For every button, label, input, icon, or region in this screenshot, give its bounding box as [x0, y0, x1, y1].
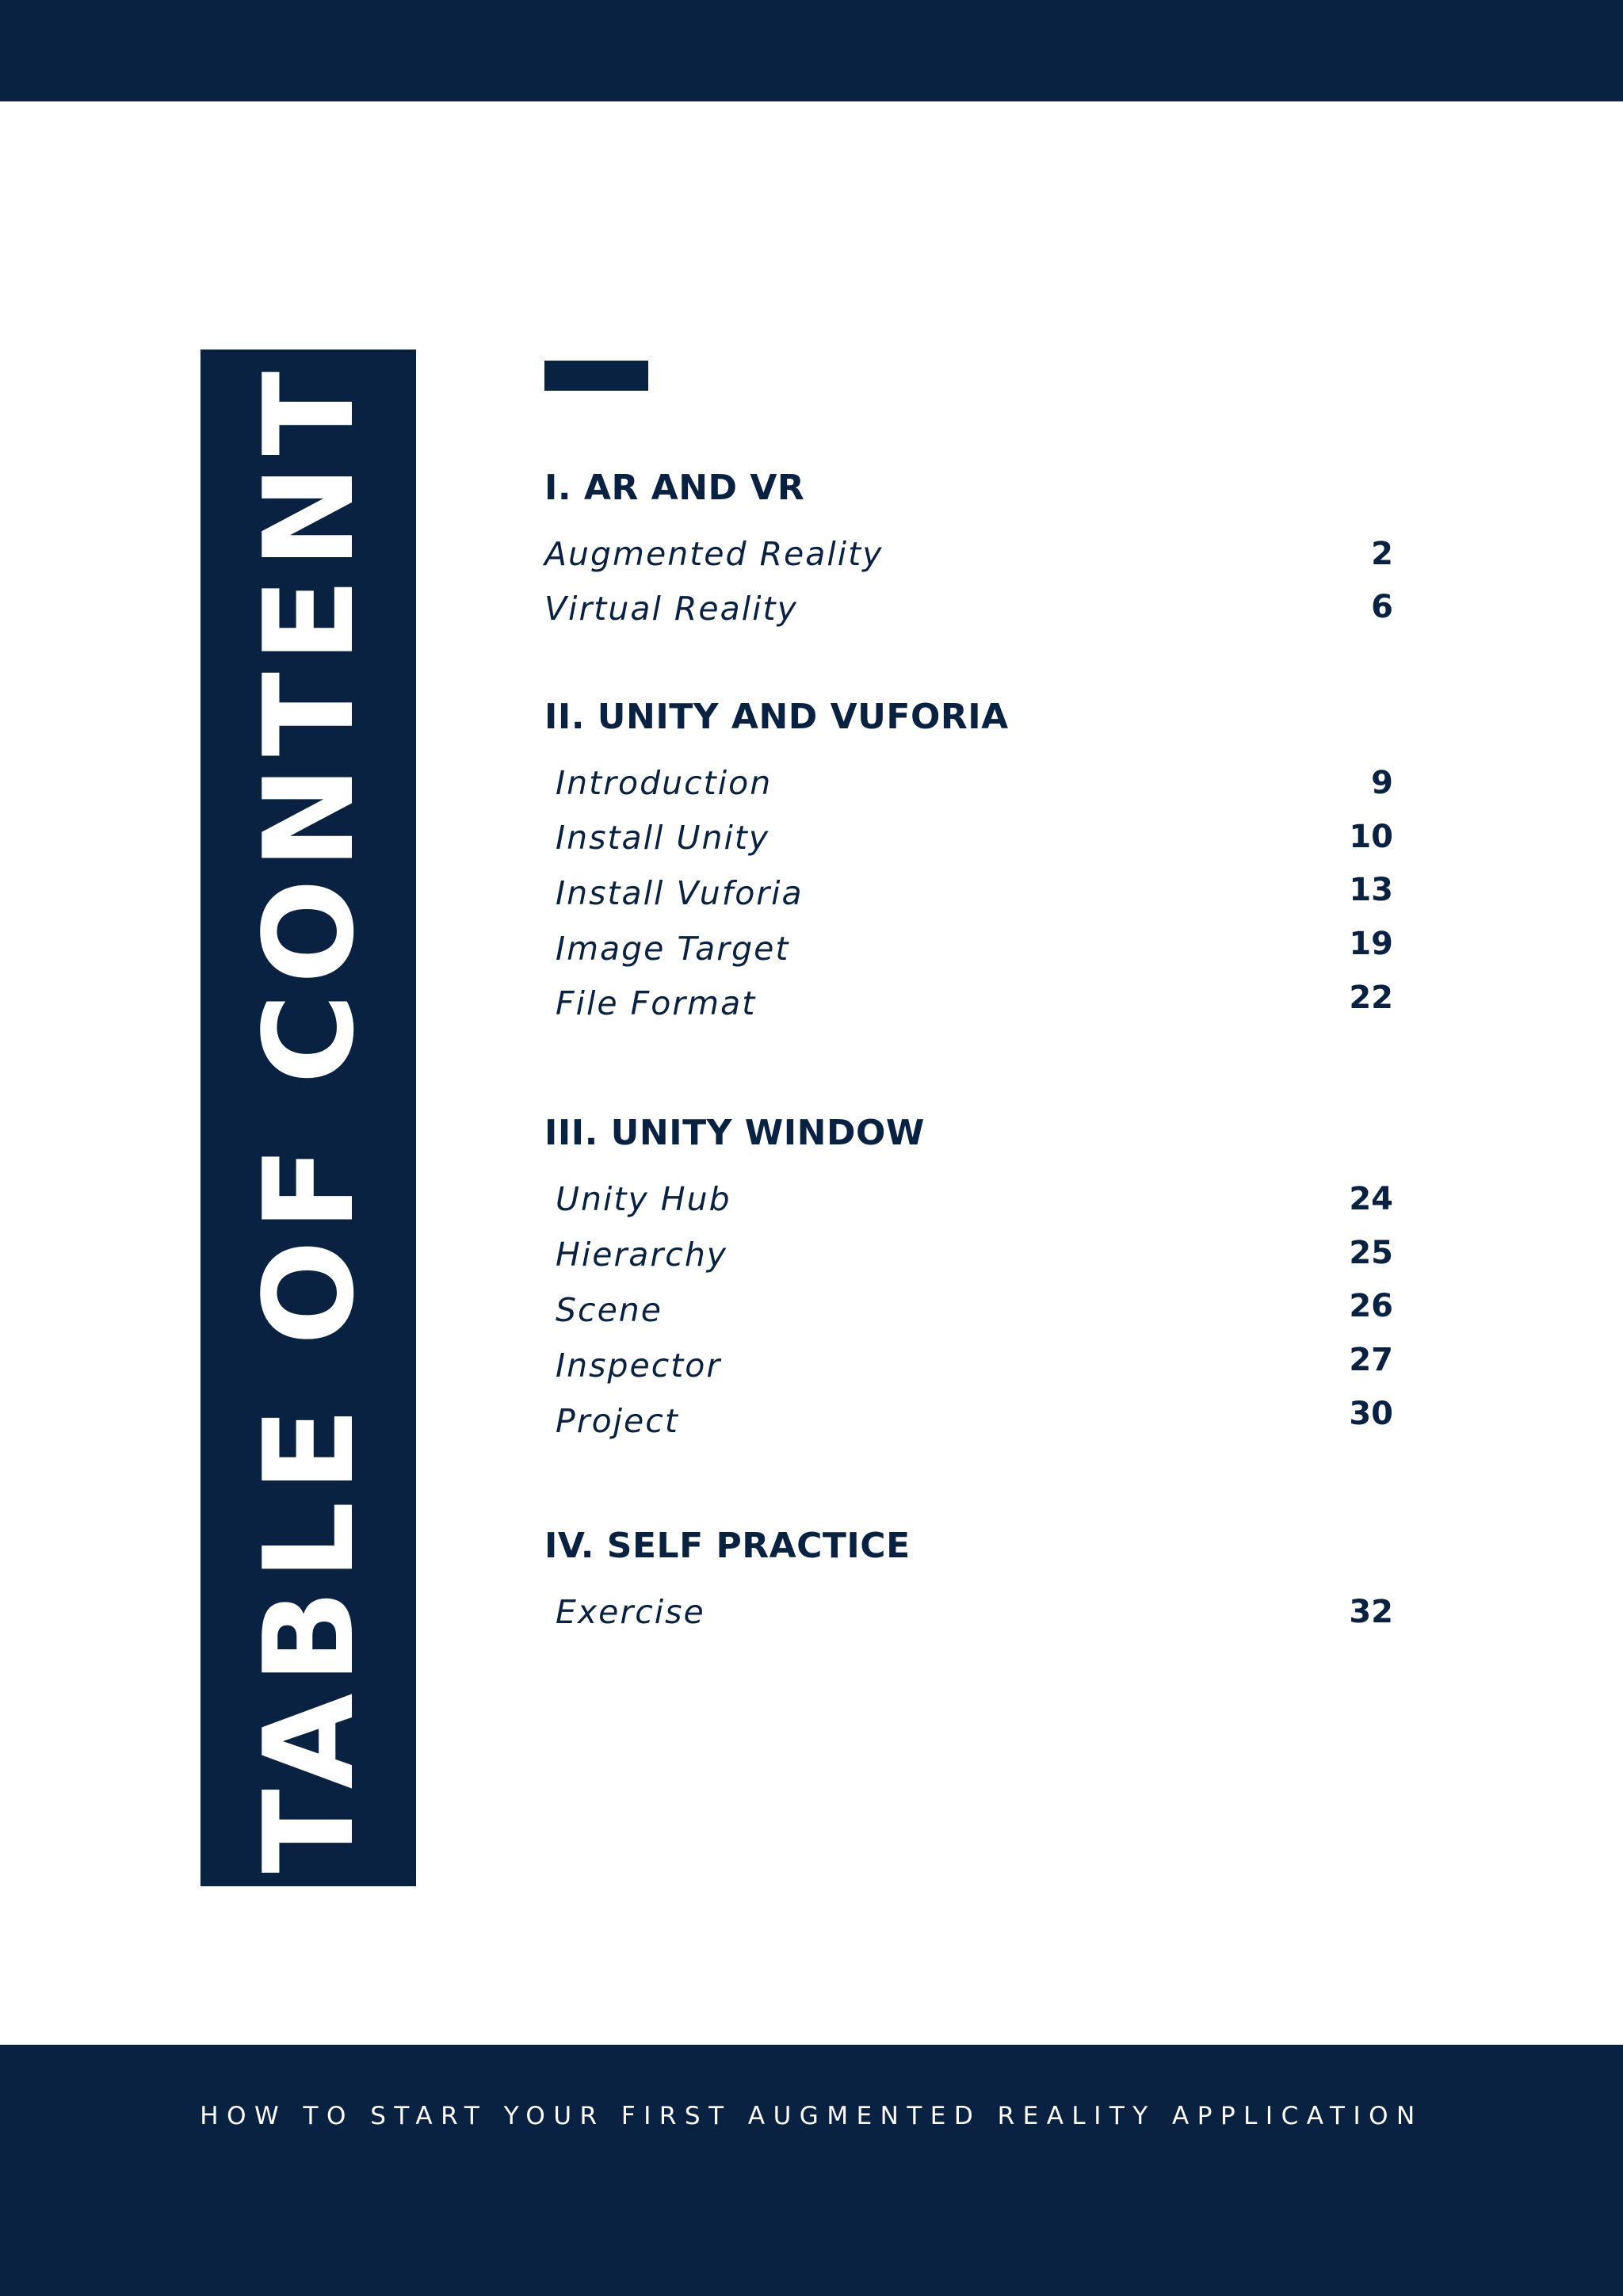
section-heading-4: IV. SELF PRACTICE — [544, 1526, 911, 1566]
toc-entry-label: Hierarchy — [556, 1236, 728, 1274]
toc-entry-label: Introduction — [556, 764, 773, 802]
toc-entry-label: Unity Hub — [556, 1180, 731, 1218]
toc-entry-page: 27 — [1349, 1342, 1393, 1378]
section-heading-1: I. AR AND VR — [544, 468, 805, 508]
toc-entry-page: 9 — [1371, 765, 1393, 801]
toc-entry-label: Inspector — [556, 1347, 722, 1385]
bottom-banner — [0, 2045, 1623, 2296]
toc-entry-page: 32 — [1349, 1594, 1393, 1630]
toc-entry-label: Project — [556, 1402, 679, 1440]
toc-entry-page: 22 — [1349, 980, 1393, 1016]
toc-entry-page: 13 — [1349, 872, 1393, 908]
footer-tagline: HOW TO START YOUR FIRST AUGMENTED REALITY APPLICATION — [200, 2102, 1423, 2130]
toc-entry-page: 2 — [1371, 536, 1393, 572]
toc-entry-page: 6 — [1371, 589, 1393, 625]
toc-entry-label: File Format — [556, 984, 757, 1022]
toc-entry-label: Augmented Reality — [544, 535, 884, 573]
page-title: TABLE OF CONTENT — [237, 361, 381, 1874]
toc-entry-label: Image Target — [556, 930, 790, 968]
toc-entry-page: 30 — [1349, 1396, 1393, 1432]
toc-entry-page: 24 — [1349, 1181, 1393, 1217]
toc-entry-page: 25 — [1349, 1235, 1393, 1271]
toc-entry-page: 19 — [1349, 926, 1393, 962]
toc-entry-label: Install Unity — [556, 819, 770, 857]
toc-entry-page: 10 — [1349, 819, 1393, 855]
section-heading-3: III. UNITY WINDOW — [544, 1113, 925, 1153]
toc-entry-label: Exercise — [556, 1593, 705, 1631]
toc-entry-label: Install Vuforia — [556, 874, 804, 912]
toc-entry-label: Virtual Reality — [544, 590, 798, 628]
toc-entry-label: Scene — [556, 1291, 663, 1329]
accent-bar — [544, 361, 648, 391]
top-banner — [0, 0, 1623, 101]
section-heading-2: II. UNITY AND VUFORIA — [544, 697, 1009, 737]
toc-entry-page: 26 — [1349, 1288, 1393, 1324]
